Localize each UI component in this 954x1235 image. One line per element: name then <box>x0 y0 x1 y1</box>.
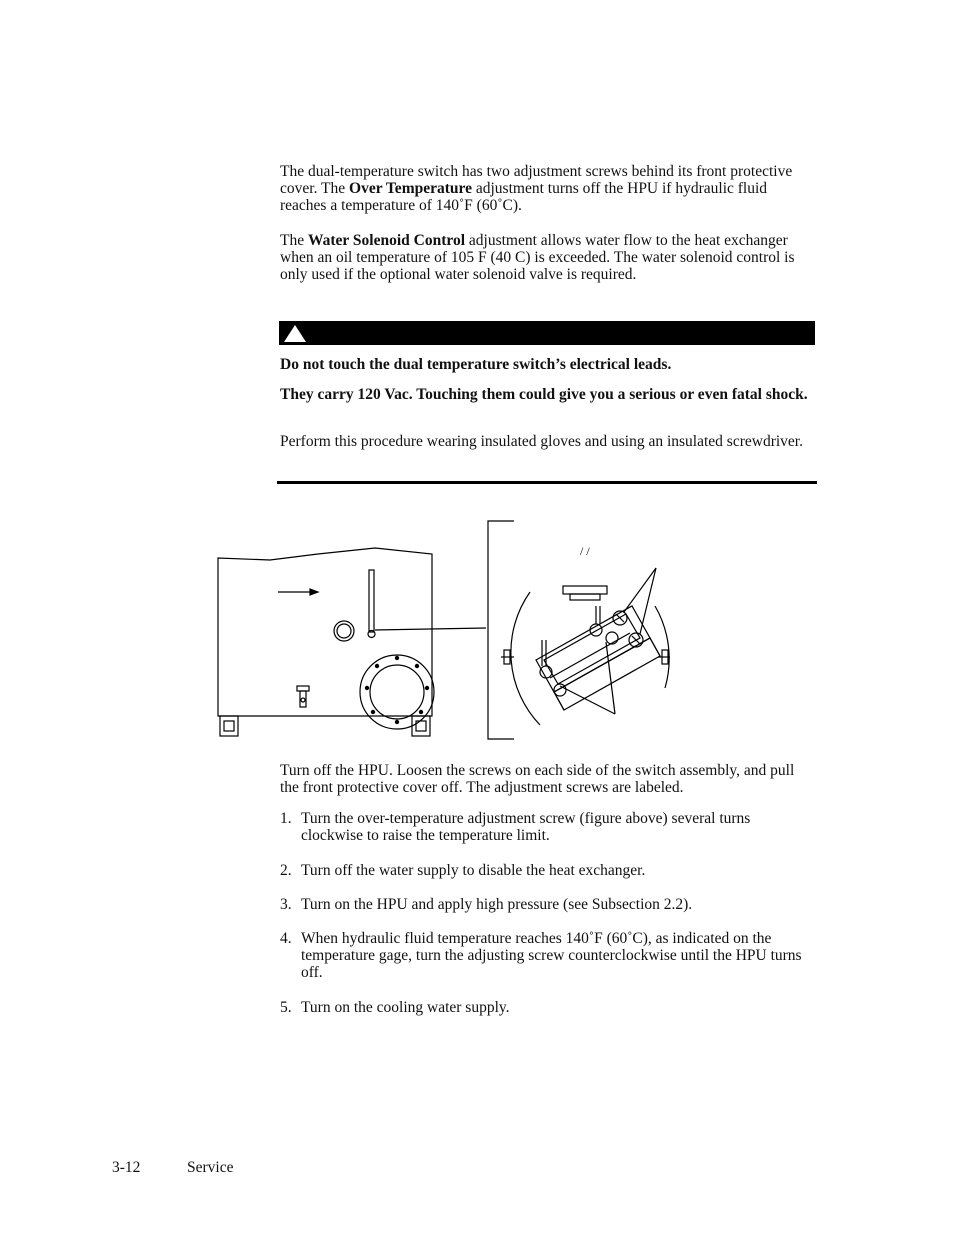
procedure-intro: Turn off the HPU. Loosen the screws on each side of the switch assembly, and pull the front protective cover off. The adjustment screws are labeled. <box>280 762 795 797</box>
figure-slash-label: / / <box>580 544 590 558</box>
intro-text: adjustment turns off the HPU if hydraulic fluid reaches a temperature of 140˚F (60˚C). <box>280 180 768 215</box>
procedure-step-2: 2. Turn off the water supply to disable the heat exchanger. <box>280 862 646 879</box>
switch-body <box>536 606 650 692</box>
switch-location-figure <box>200 510 700 746</box>
intro-text: The dual-temperature switch has two adjustment screws behind its front protective cover. The <box>280 163 793 198</box>
warning-banner <box>279 321 815 345</box>
procedure-step-3: 3. Turn on the HPU and apply high pressure (see Subsection 2.2). <box>280 896 693 913</box>
detail-frame <box>488 521 514 739</box>
procedure-step-5: 5. Turn on the cooling water supply. <box>280 999 510 1016</box>
procedure-step-4: 4. When hydraulic fluid temperature reaches 140˚F (60˚C), as indicated on the temperature gage, turn the adjusting screw counterclockwise until the HPU turns off. <box>280 930 802 982</box>
intro-text: The <box>280 232 308 249</box>
right-caster <box>412 716 430 736</box>
hpu-cabinet-outline <box>218 548 432 716</box>
section-name: Service <box>187 1159 234 1176</box>
intro-paragraph-1 <box>280 163 816 215</box>
reservoir-flange <box>360 655 434 729</box>
intro-text: adjustment allows water flow to the heat exchanger when an oil temperature of 105 F (40 C) is exceeded. The water solenoid control is only used if the optional water solenoid valve is required. <box>280 232 795 284</box>
left-caster <box>220 716 238 736</box>
warning-end-rule <box>277 481 817 484</box>
callout-line <box>375 628 486 630</box>
over-temperature-term: Over Temperature <box>349 180 472 198</box>
leader-line <box>560 686 615 714</box>
warning-triangle-icon <box>283 324 307 343</box>
switch-stem <box>369 570 374 632</box>
procedure-step-1: 1. Turn the over-temperature adjustment screw (figure above) several turns clockwise to raise the temperature limit. <box>280 810 751 845</box>
terminal-block <box>563 586 607 594</box>
leader-line <box>640 568 656 634</box>
water-solenoid-term: Water Solenoid Control <box>307 232 466 249</box>
warning-line-2: They carry 120 Vac. Touching them could give you a serious or even fatal shock. <box>280 386 808 403</box>
intro-paragraph-2 <box>280 232 816 284</box>
warning-line-1: Do not touch the dual temperature switch’s electrical leads. <box>280 356 672 373</box>
page-number: 3-12 <box>112 1159 141 1176</box>
warning-line-3: Perform this procedure wearing insulated gloves and using an insulated screwdriver. <box>280 433 803 450</box>
